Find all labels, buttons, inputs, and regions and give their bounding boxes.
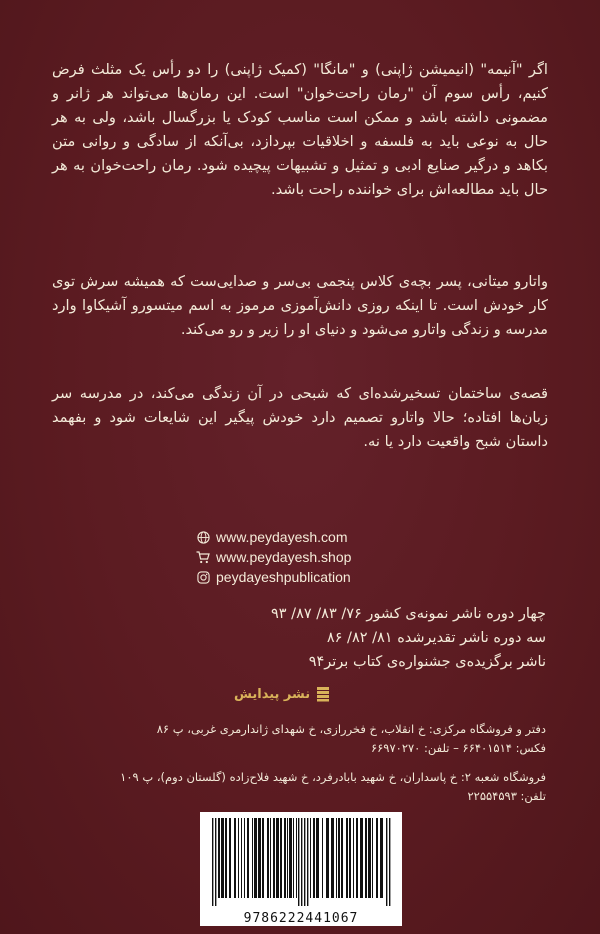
branch-address-line: فروشگاه شعبه ۲: خ پاسداران، خ شهید بابادرفرد، خ شهید فلاح‌زاده (گلستان دوم)، پ ۱۰۹ bbox=[120, 770, 546, 784]
barcode-bar bbox=[218, 818, 220, 898]
instagram-text: peydayeshpublication bbox=[216, 569, 351, 585]
office-phone-line: فکس: ۶۶۴۰۱۵۱۴ – تلفن: ۶۶۹۷۰۲۷۰ bbox=[370, 741, 546, 755]
blurb-text-2: واتارو میتانی، پسر بچه‌ی کلاس پنجمی بی‌سر و صدایی‌ست که همیشه سرش توی کار خودش است. تا اینکه روزی دانش‌آموزی مرموز به اسم میتسورو آشیکاوا وارد مدرسه و زندگی واتارو می‌شود و دنیای او را زیر و رو می‌کند. bbox=[52, 273, 548, 338]
publisher-name: نشر پیدایش bbox=[234, 686, 311, 702]
barcode-bar bbox=[244, 818, 245, 898]
blurb-paragraph-1 bbox=[52, 58, 548, 202]
barcode-guard-bar bbox=[304, 818, 305, 906]
barcode-bar bbox=[336, 818, 337, 898]
blurb-text-3: قصه‌ی ساختمان تسخیرشده‌ای که شبحی در آن زندگی می‌کند، در مدرسه سر زبان‌ها افتاده؛ حالا واتارو تصمیم دارد خودش پیگیر این شایعات شود و بفهمد داستان شبح واقعیت دارد یا نه. bbox=[52, 385, 548, 450]
blurb-paragraph-2 bbox=[52, 270, 548, 342]
barcode-bar bbox=[276, 818, 279, 898]
barcode-bar bbox=[313, 818, 315, 898]
barcode-bar bbox=[322, 818, 323, 898]
barcode-bar bbox=[341, 818, 343, 898]
barcode-bar bbox=[273, 818, 275, 898]
publisher-logo bbox=[234, 686, 330, 702]
award-line-3: ناشر برگزیده‌ی جشنواره‌ی کتاب برتر۹۴ bbox=[308, 654, 546, 670]
barcode-bar bbox=[316, 818, 319, 898]
barcode-bars bbox=[208, 818, 394, 906]
globe-icon bbox=[196, 530, 210, 544]
barcode-bar bbox=[229, 818, 231, 898]
barcode-bar bbox=[368, 818, 371, 898]
shop-link[interactable] bbox=[196, 547, 351, 567]
barcode-guard-bar bbox=[301, 818, 302, 906]
barcode-bar bbox=[234, 818, 236, 898]
barcode-bar bbox=[326, 818, 329, 898]
barcode-bar bbox=[346, 818, 348, 898]
barcode-bar bbox=[284, 818, 286, 898]
office-address-line: دفتر و فروشگاه مرکزی: خ انقلاب، خ فخررازی، خ شهدای ژاندارمری غربی، پ ۸۶ bbox=[156, 722, 546, 736]
barcode-guard-bar bbox=[307, 818, 308, 906]
barcode-bar bbox=[221, 818, 224, 898]
blurb-text-1: اگر "آنیمه" (انیمیشن ژاپنی) و "مانگا" (کمیک ژاپنی) را دو رأس یک مثلث فرض کنیم، رأس سوم آن "رمان راحت‌خوان" است. این رمان‌ها می‌تواند هر ژانر و مضمونی داشته باشد و ممکن است مناسب کودک یا بزرگسال باشد، ولی به هر حال به نوعی باید به فلسفه و اخلاقیات بپردازد، بی‌آنکه از سادگی و روانی متن بکاهد و درگیر صنایع ادبی و تمثیل و تشبیهات پیچیده شود. رمان راحت‌خوان به هر حال باید مطالعه‌اش برای خواننده راحت باشد. bbox=[52, 61, 548, 198]
barcode-guard-bar bbox=[298, 818, 299, 906]
barcode-bar bbox=[349, 818, 351, 898]
barcode-bar bbox=[289, 818, 292, 898]
branch-phone-line: تلفن: ۲۲۵۵۴۵۹۳ bbox=[467, 789, 546, 803]
cart-icon bbox=[196, 550, 210, 564]
website-link[interactable] bbox=[196, 527, 351, 547]
barcode-guard-bar bbox=[386, 818, 387, 906]
barcode-guard-bar bbox=[212, 818, 213, 906]
website-text: www.peydayesh.com bbox=[216, 529, 348, 545]
barcode-bar bbox=[360, 818, 363, 898]
isbn-barcode bbox=[200, 812, 402, 926]
award-line-1: چهار دوره ناشر نمونه‌ی کشور ۷۶/ ۸۳/ ۸۷/ ۹۳ bbox=[271, 606, 546, 622]
barcode-bar bbox=[353, 818, 354, 898]
barcode-bar bbox=[252, 818, 253, 898]
barcode-bar bbox=[262, 818, 264, 898]
barcode-guard-bar bbox=[215, 818, 216, 906]
instagram-icon bbox=[196, 570, 210, 584]
barcode-bar bbox=[238, 818, 239, 898]
barcode-bar bbox=[356, 818, 358, 898]
main-office-address bbox=[50, 720, 546, 758]
barcode-bar bbox=[331, 818, 334, 898]
barcode-bar bbox=[225, 818, 227, 898]
barcode-bar bbox=[258, 818, 261, 898]
barcode-bar bbox=[296, 818, 297, 898]
barcode-bar bbox=[310, 818, 311, 898]
barcode-bar bbox=[372, 818, 373, 898]
barcode-guard-bar bbox=[389, 818, 390, 906]
barcode-bar bbox=[293, 818, 294, 898]
isbn-number: 9786222441067 bbox=[200, 911, 402, 926]
shop-text: www.peydayesh.shop bbox=[216, 549, 352, 565]
barcode-bar bbox=[247, 818, 249, 898]
barcode-bar bbox=[267, 818, 269, 898]
barcode-bar bbox=[380, 818, 383, 898]
instagram-link[interactable] bbox=[196, 567, 351, 587]
publisher-links bbox=[196, 527, 351, 587]
branch-address bbox=[50, 768, 546, 806]
barcode-bar bbox=[270, 818, 271, 898]
barcode-bar bbox=[376, 818, 378, 898]
barcode-bar bbox=[338, 818, 340, 898]
award-line-2: سه دوره ناشر تقدیرشده ۸۱/ ۸۲/ ۸۶ bbox=[326, 630, 546, 646]
barcode-bar bbox=[365, 818, 367, 898]
blurb-paragraph-3 bbox=[52, 382, 548, 454]
barcode-bar bbox=[241, 818, 242, 898]
publisher-awards bbox=[271, 602, 546, 674]
book-stack-logo bbox=[316, 686, 330, 702]
barcode-bar bbox=[287, 818, 288, 898]
barcode-bar bbox=[280, 818, 282, 898]
barcode-bar bbox=[254, 818, 257, 898]
